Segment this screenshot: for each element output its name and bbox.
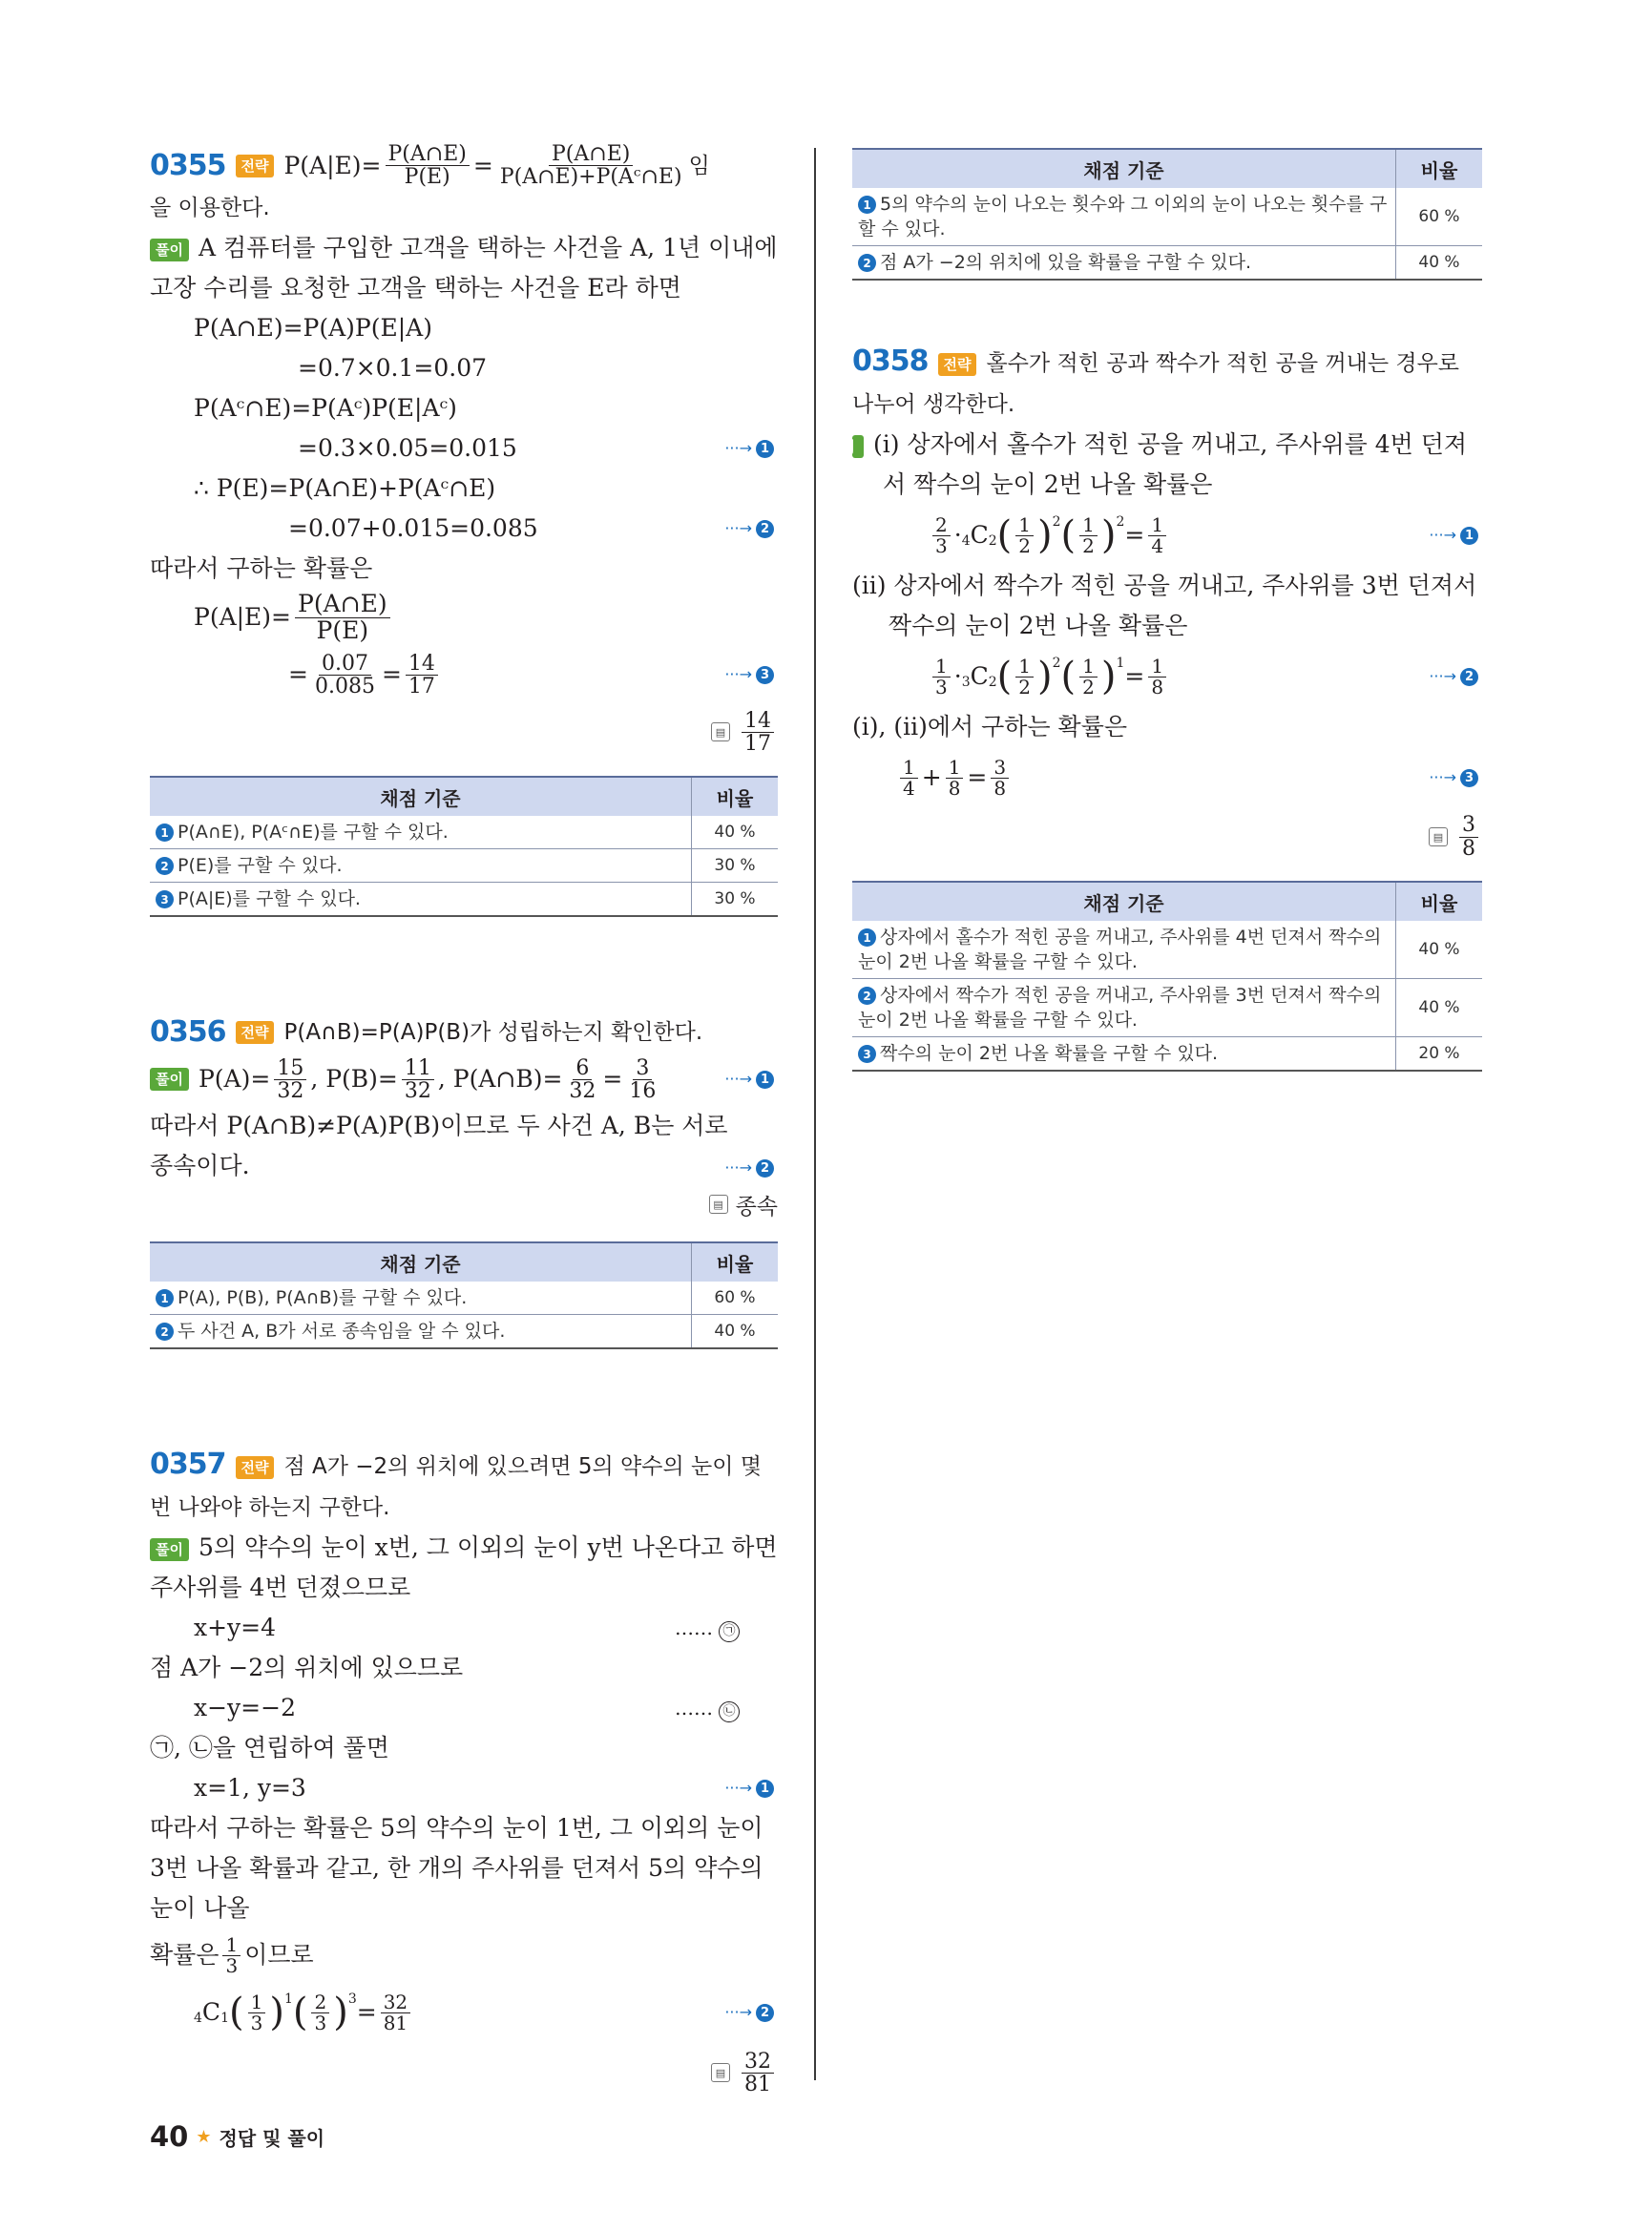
problem-number: 0355	[150, 148, 226, 182]
equation: =0.7×0.1=0.07	[298, 354, 488, 383]
step-circle-icon: 2	[756, 1159, 774, 1178]
answer-fraction: $\frac{14}{17}$	[742, 710, 774, 755]
step-circle-icon: 3	[1460, 769, 1478, 787]
table-row: 1 P(A∩E), P(Aᶜ∩E)를 구할 수 있다. 40 %	[150, 816, 778, 849]
answer	[150, 2043, 778, 2102]
equation-step-1: $\frac{2}{3}$ · 4 C 2 ( $\frac{1}{2}$ ) 2 ( $\frac{1}{2}$ ) 2 = $\frac{1}{4}$ ···→ 1	[852, 505, 1482, 566]
step-circle-icon: 2	[858, 987, 876, 1005]
solution-tag: 풀이	[150, 1068, 189, 1091]
solution-equation: 풀이 P(A)= $\frac{15}{32}$ , P(B)= $\frac{11}{32}$ , P(A∩B)= $\frac{6}{32}$ = $\frac{3}{16}$ ···→ 1	[150, 1053, 778, 1106]
step-circle-icon: 2	[858, 254, 876, 272]
text: 따라서 구하는 확률은 5의 약수의 눈이 1번, 그 이외의 눈이 3번 나올 확률과 같고, 한 개의 주사위를 던져서 5의 약수의 눈이 나올	[150, 1814, 763, 1923]
answer	[150, 703, 778, 761]
rubric-pct-header: 비율	[1396, 149, 1483, 188]
solution-tag: 풀이	[150, 239, 189, 261]
text: 따라서 P(A∩B)≠P(A)P(B)이므로 두 사건 A, B는 서로 종속이다.	[150, 1112, 728, 1180]
strategy-tag: 전략	[236, 1456, 275, 1479]
step-marker: ···→ 1	[1429, 515, 1482, 555]
strategy-line: 0358 전략 홀수가 적힌 공과 짝수가 적힌 공을 꺼내는 경우로 나누어 생각한다.	[852, 344, 1460, 417]
solution-text: 풀이 5의 약수의 눈이 x번, 그 이외의 눈이 y번 나온다고 하면 주사위를 4번 던졌으므로	[150, 1533, 778, 1602]
solution-tag: 풀이	[150, 1538, 189, 1561]
left-column	[150, 143, 778, 2102]
grading-table-0357	[852, 148, 1482, 281]
problem-number: 0356	[150, 1015, 226, 1050]
strategy-lhs: P(A|E)=	[283, 151, 382, 179]
step-circle-icon: 1	[156, 1289, 174, 1307]
fraction: $\frac{15}{32}$	[274, 1057, 306, 1102]
fraction: $\frac{1}{3}$	[222, 1935, 240, 1976]
step-circle-icon: 1	[756, 1071, 774, 1089]
fraction: $\frac{P(A\cap E)}{P(E)}$	[386, 143, 470, 188]
solution-tag: 풀이	[852, 435, 864, 458]
equation-step-2: 4 C 1 ( $\frac{1}{3}$ ) 1 ( $\frac{2}{3}$ ) 3 = $\frac{32}{81}$ ···→ 2	[150, 1982, 778, 2043]
fraction: $\frac{1}{2}$	[1015, 515, 1034, 556]
problem-number: 0357	[150, 1448, 226, 1482]
problem-number: 0358	[852, 344, 929, 378]
problem-0358	[827, 342, 1482, 1072]
step-circle-icon: 3	[756, 666, 774, 684]
fraction: $\frac{P(A\cap E)}{\text{P(A∩E)+P(Aᶜ∩E)}}$	[499, 142, 682, 190]
strategy-line: 0356 전략 P(A∩B)=P(A)P(B)가 성립하는지 확인한다.	[150, 1012, 778, 1053]
step-marker: ···→ 2	[724, 1992, 778, 2033]
grading-table	[150, 776, 778, 917]
equation: x+y=4 …… ㉠	[150, 1608, 778, 1648]
table-row: 2 점 A가 −2의 위치에 있을 확률을 구할 수 있다. 40 %	[852, 246, 1482, 281]
problem-0357	[150, 1445, 778, 2102]
step-circle-icon: 3	[858, 1045, 876, 1063]
case-1: 풀이 (i) 상자에서 홀수가 적힌 공을 꺼내고, 주사위를 4번 던져서 짝수의 눈이 2번 나올 확률은	[827, 430, 1468, 498]
case-2: (ii) 상자에서 짝수가 적힌 공을 꺼내고, 주사위를 3번 던져서 짝수의 눈이 2번 나올 확률은	[852, 572, 1477, 639]
equation: P(Aᶜ∩E)=P(Aᶜ)P(E|Aᶜ)	[194, 394, 457, 423]
table-row: 2 상자에서 짝수가 적힌 공을 꺼내고, 주사위를 3번 던져서 짝수의 눈이 2번 나올 확률을 구할 수 있다. 40 %	[852, 979, 1482, 1037]
table-row: 2 P(E)를 구할 수 있다. 30 %	[150, 849, 778, 883]
rubric-header: 채점 기준	[150, 777, 692, 816]
text: 확률은 $\frac{1}{3}$ 이므로	[150, 1932, 314, 1977]
text: ㉠, ㉡을 연립하여 풀면	[150, 1734, 389, 1762]
equation: P(A∩E)=P(A)P(E|A)	[194, 314, 432, 343]
step-marker: ···→ 3	[1429, 758, 1482, 798]
equation-step-3: = $\frac{0.07}{0.085}$ = $\frac{14}{17}$ ···→ 3	[150, 646, 778, 703]
answer	[852, 808, 1482, 865]
step-circle-icon: 1	[858, 928, 876, 947]
right-column	[827, 143, 1482, 1072]
text: 점 A가 −2의 위치에 있으므로	[150, 1654, 464, 1682]
step-circle-icon: 1	[1460, 527, 1478, 545]
step-marker: ···→ 1	[724, 1768, 778, 1808]
rubric-pct-header: 비율	[692, 1242, 779, 1282]
fraction: $\frac{0.07}{0.085}$	[314, 651, 375, 698]
rubric-pct-header: 비율	[1396, 882, 1483, 921]
fraction: $\frac{P(A\cap E)}{P(E)}$	[295, 592, 390, 643]
fraction: $\frac{1}{2}$	[1079, 657, 1098, 698]
step-circle-icon: 1	[756, 440, 774, 458]
fraction: $\frac{32}{81}$	[381, 1992, 410, 2033]
strategy-line-2: 을 이용한다.	[150, 196, 270, 221]
step-circle-icon: 2	[156, 1323, 174, 1341]
step-circle-icon: 2	[756, 520, 774, 538]
text: (i), (ii)에서 구하는 확률은	[852, 713, 1127, 740]
strategy-line: 0355 전략 P(A|E)= $\frac{P(A\cap E)}{P(E)}$ = $\frac{P(A\cap E)}{\text{P(A∩E)+P(Aᶜ∩E)}}$ 임	[150, 142, 710, 190]
fraction: $\frac{1}{3}$	[932, 657, 951, 698]
table-row: 3 P(A|E)를 구할 수 있다. 30 %	[150, 883, 778, 917]
step-marker: ···→ 3	[724, 655, 778, 695]
step-marker: ···→ 2	[1429, 657, 1482, 697]
answer-box-icon: ▤	[709, 1195, 728, 1214]
fraction: $\frac{11}{32}$	[402, 1057, 434, 1102]
step-marker: ···→ 2	[724, 1154, 778, 1182]
table-row: 1 P(A), P(B), P(A∩B)를 구할 수 있다. 60 %	[150, 1282, 778, 1315]
fraction: $\frac{1}{3}$	[248, 1992, 266, 2033]
equation: ∴ P(E)=P(A∩E)+P(Aᶜ∩E)	[194, 474, 496, 503]
page-footer	[150, 2120, 324, 2153]
step-circle-icon: 2	[1460, 668, 1478, 686]
grading-table	[852, 881, 1482, 1072]
rubric-pct-header: 비율	[692, 777, 779, 816]
step-circle-icon: 1	[858, 196, 876, 214]
fraction: $\frac{1}{8}$	[946, 758, 964, 799]
step-circle-icon: 3	[156, 890, 174, 908]
strategy-tag: 전략	[938, 353, 977, 376]
rubric-header: 채점 기준	[150, 1242, 692, 1282]
fraction: $\frac{2}{3}$	[311, 1992, 329, 2033]
page-number: 40	[150, 2120, 189, 2153]
fraction: $\frac{3}{16}$	[629, 1055, 657, 1103]
step-marker: ···→ 1	[724, 1059, 778, 1099]
step-marker: ···→ 1	[724, 428, 778, 469]
strategy-tag: 전략	[236, 155, 275, 177]
fraction: $\frac{1}{4}$	[900, 758, 918, 799]
equation-step-1: x=1, y=3 ···→ 1	[150, 1768, 778, 1808]
fraction: $\frac{1}{2}$	[1079, 515, 1098, 556]
equation: P(A|E)= $\frac{P(A\cap E)}{P(E)}$	[150, 589, 778, 646]
equation-step-2: $\frac{1}{3}$ · 3 C 2 ( $\frac{1}{2}$ ) 2 ( $\frac{1}{2}$ ) 1 = $\frac{1}{8}$ ···→ 2	[852, 646, 1482, 707]
problem-0355	[150, 143, 778, 917]
answer-box-icon: ▤	[711, 722, 730, 741]
text: 따라서 구하는 확률은	[150, 554, 373, 583]
strategy-tag: 전략	[236, 1021, 275, 1044]
strategy-line: 0357 전략 점 A가 −2의 위치에 있으려면 5의 약수의 눈이 몇 번 나와야 하는지 구한다.	[150, 1448, 762, 1521]
table-row: 3 짝수의 눈이 2번 나올 확률을 구할 수 있다. 20 %	[852, 1037, 1482, 1072]
equation-step-3: $\frac{1}{4}$ + $\frac{1}{8}$ = $\frac{3}{8}$ ···→ 3	[852, 747, 1482, 808]
fraction: $\frac{6}{32}$	[569, 1055, 596, 1103]
fraction: $\frac{2}{3}$	[932, 515, 951, 556]
step-circle-icon: 2	[756, 2004, 774, 2022]
problem-0356	[150, 1012, 778, 1349]
fraction: $\frac{1}{4}$	[1148, 515, 1166, 556]
step-marker: ···→ 2	[724, 509, 778, 549]
step-circle-icon: 1	[156, 824, 174, 842]
equation-step-2: =0.07+0.015=0.085 ···→ 2	[150, 509, 778, 549]
rubric-header: 채점 기준	[852, 882, 1396, 921]
fraction: $\frac{1}{8}$	[1148, 657, 1166, 698]
fraction: $\frac{3}{8}$	[991, 758, 1009, 799]
answer-box-icon: ▤	[711, 2063, 730, 2082]
answer-fraction: $\frac{32}{81}$	[742, 2051, 774, 2095]
step-circle-icon: 1	[756, 1780, 774, 1798]
equation: x−y=−2 …… ㉡	[150, 1688, 778, 1728]
fraction: $\frac{1}{2}$	[1015, 657, 1034, 698]
grading-table	[150, 1241, 778, 1349]
equation-ref: …… ㉠	[675, 1608, 740, 1648]
answer: ▤ 종속	[150, 1182, 778, 1226]
answer-fraction: $\frac{3}{8}$	[1459, 814, 1478, 859]
equation-step-1: =0.3×0.05=0.015 ···→ 1	[150, 428, 778, 469]
equation-ref: …… ㉡	[675, 1688, 740, 1728]
footer-title: 정답 및 풀이	[219, 2126, 325, 2150]
step-circle-icon: 2	[156, 857, 174, 875]
table-row: 1 상자에서 홀수가 적힌 공을 꺼내고, 주사위를 4번 던져서 짝수의 눈이 2번 나올 확률을 구할 수 있다. 40 %	[852, 921, 1482, 979]
table-row: 1 5의 약수의 눈이 나오는 횟수와 그 이외의 눈이 나오는 횟수를 구할 수 있다. 60 %	[852, 188, 1482, 246]
solution-text: 풀이 A 컴퓨터를 구입한 고객을 택하는 사건을 A, 1년 이내에 고장 수리를 요청한 고객을 택하는 사건을 E라 하면	[150, 234, 778, 302]
rubric-header: 채점 기준	[852, 149, 1396, 188]
star-icon: ★	[196, 2126, 212, 2147]
fraction: $\frac{14}{17}$	[406, 653, 438, 698]
column-divider	[814, 148, 816, 2080]
answer-box-icon: ▤	[1429, 827, 1448, 846]
table-row: 2 두 사건 A, B가 서로 종속임을 알 수 있다. 40 %	[150, 1315, 778, 1349]
